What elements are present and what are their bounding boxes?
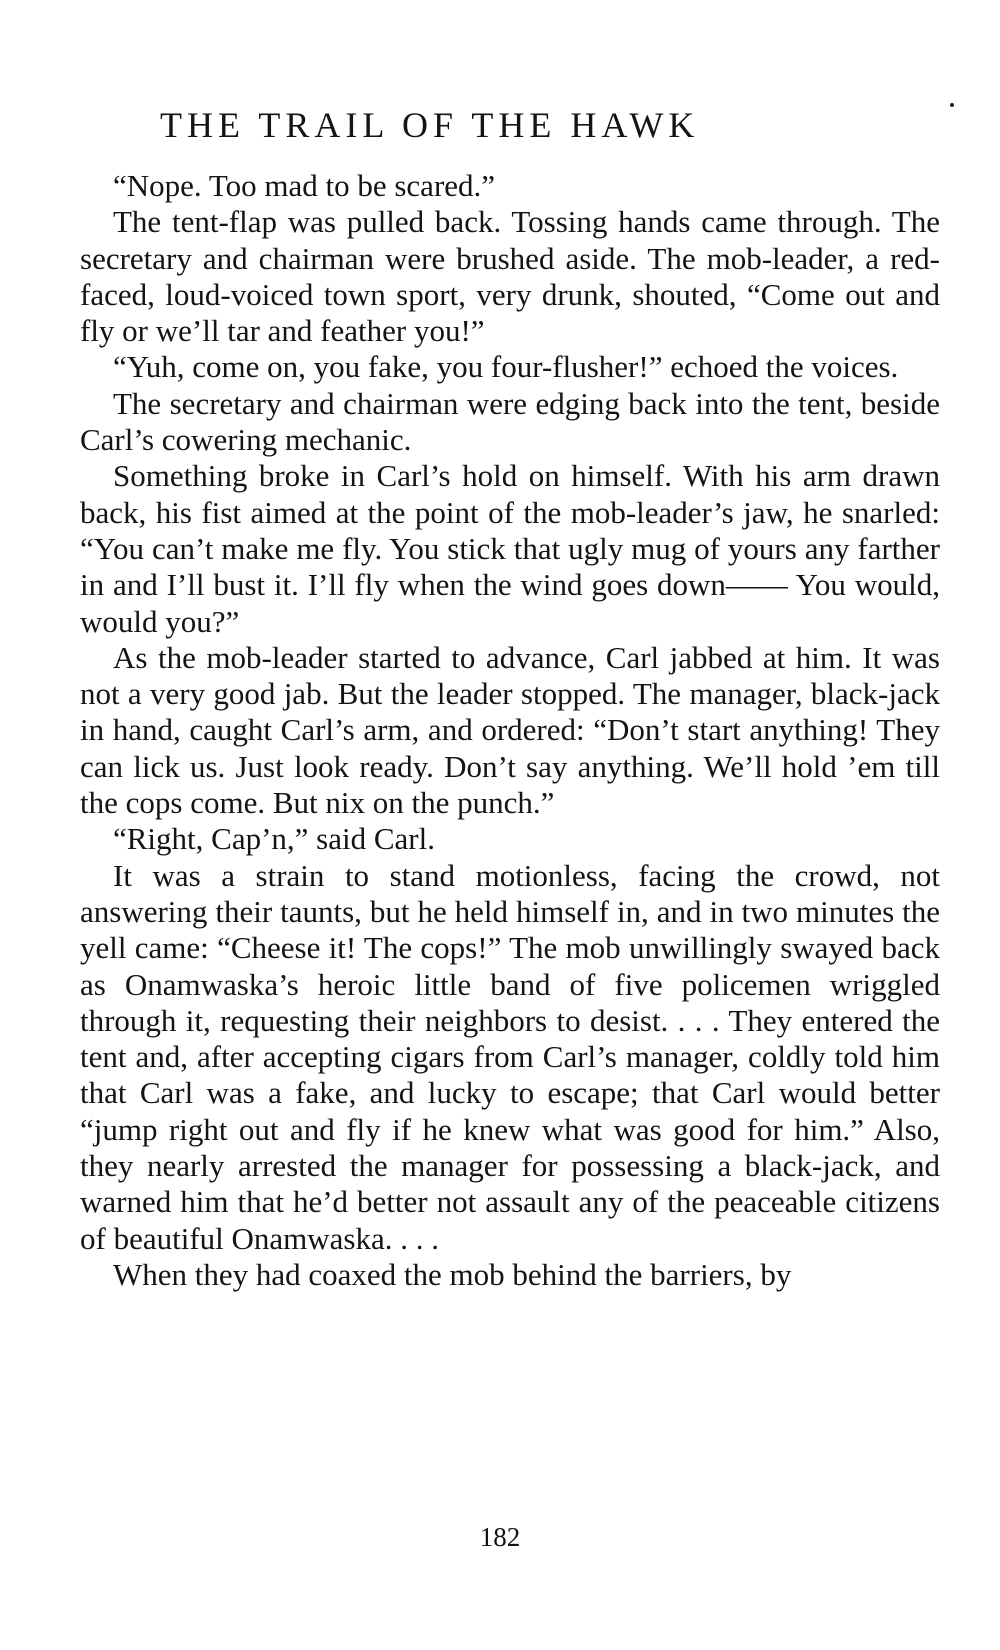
page-number: 182 [479, 1522, 521, 1552]
running-title: THE TRAIL OF THE HAWK [160, 105, 700, 145]
paragraph: It was a strain to stand motionless, facing the crowd, not answering their taunts, but he held himself in, and in two minutes the yell came: “Cheese it! The cops!” The mob unwillingly swayed back as Onamwaska’s heroic little band of five policemen wriggled through it, requesting their neighbors to desist. . . . They entered the tent and, after accepting cigars from Carl’s manager, coldly told him that Carl was a fake, and lucky to escape; that Carl would better “jump right out and fly if he knew what was good for him.” Also, they nearly arrested the manager for possessing a black-jack, and warned him that he’d better not assault any of the peaceable citizens of beautiful Onamwaska. . . . [80, 857, 940, 1256]
paragraph: Something broke in Carl’s hold on himself. With his arm drawn back, his fist aimed at the point of the mob-leader’s jaw, he snarled: “You can’t make me fly. You stick that ugly mug of yours any farther in and I’ll bust it. I’ll fly when the wind goes down—— You would, would you?” [80, 458, 940, 639]
paragraph: “Yuh, come on, you fake, you four-flusher!” echoed the voices. [113, 349, 899, 385]
paragraph: “Right, Cap’n,” said Carl. [113, 821, 435, 857]
print-speck [950, 103, 954, 107]
body-text [80, 168, 940, 1293]
paragraph: The secretary and chairman were edging back into the tent, beside Carl’s cowering mechanic. [80, 385, 940, 458]
paragraph: “Nope. Too mad to be scared.” [113, 168, 496, 203]
paragraph: As the mob-leader started to advance, Carl jabbed at him. It was not a very good jab. But the leader stopped. The manager, black-jack in hand, caught Carl’s arm, and ordered: “Don’t start anything! They can lick us. Just look ready. Don’t say anything. We’ll hold ’em till the cops come. But nix on the punch.” [80, 639, 940, 821]
paragraph: The tent-flap was pulled back. Tossing hands came through. The secretary and chairman were brushed aside. The mob-leader, a red-faced, loud-voiced town sport, very drunk, shouted, “Come out and fly or we’ll tar and feather you!” [80, 204, 940, 349]
paragraph: When they had coaxed the mob behind the barriers, by [113, 1256, 792, 1292]
